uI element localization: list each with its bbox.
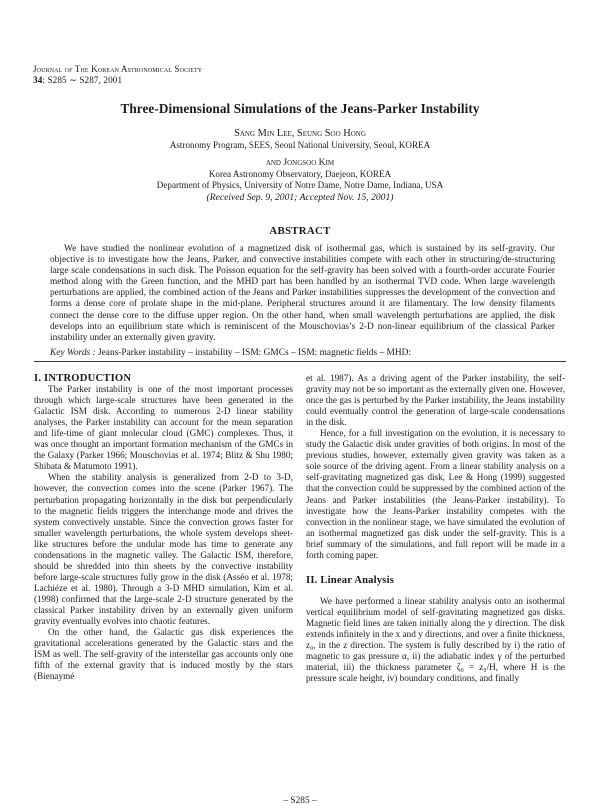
journal-volume: 34 — [33, 75, 43, 85]
keywords-text: Jeans-Parker instability – instability – ISM: GMCs – ISM: magnetic fields – MHD: — [98, 348, 412, 358]
author-names-1: Sang Min Lee, Seung Soo Hong — [234, 128, 366, 139]
left-column — [34, 373, 293, 682]
abstract-text: We have studied the nonlinear evolution of a magnetized disk of isothermal gas, which is sustained by its self-gravity. Our objective is to investigate how the Jeans, Parker, and convective instabilities compete with each other in structuring/de-structuring large scale condensations in such disk. The Poisson equation for the self-gravity has been solved with a fourth-order accurate Fourier method along with the Green function, and the MHD part has been handled by an isothermal TVD code. When large wavelength perturbations are applied, the combined action of the Jeans and Parker instabilities suppresses the development of the convection and forms a dense core of prolate shape in the mid-plane. Peripheral structures around it are filamentary. The low density filaments connect the dense core to the diffuse upper region. On the other hand, when small wavelength perturbations are applied, the disk develops into an equilibrium state which is reminiscent of the Mouschovias’s 2-D non-linear equilibrium of the classical Parker instability under an externally given gravity. — [50, 244, 555, 343]
abstract-heading: ABSTRACT — [269, 225, 331, 237]
keywords-label: Key Words : — [50, 348, 96, 358]
keywords-line — [50, 348, 555, 359]
intro-paragraph-1: The Parker instability is one of the most important processes through which large-scale structures have been generated in the Galactic ISM disk. According to numerous 2-D linear stability analyses, the Parker instability can account for the mean separation and life-time of giant molecular cloud (GMC) complexes. Thus, it was once thought an important formation mechanism of the GMCs in the Galaxy (Parker 1966; Mouschovias et al. 1974; Blitz & Shu 1980; Shibata & Matumoto 1991). — [34, 384, 293, 472]
received-date: (Received Sep. 9, 2001; Accepted Nov. 15, 2001) — [206, 191, 394, 203]
journal-volume-line — [33, 75, 202, 86]
intro-paragraph-3-cont: et al. 1987). As a driving agent of the Parker instability, the self-gravity may not be so important as the externally given one. However, once the gas is perturbed by the Parker instability, the Jeans instability could eventually control the generation of large-scale condensations in the disk. — [306, 373, 565, 428]
author-block — [0, 128, 600, 203]
linear-analysis-paragraph-1: We have performed a linear stability analysis onto an isothermal vertical equilibrium model of self-gravitating magnetized gas disks. Magnetic field lines are taken initially along the y direction. The disk extends infinitely in the x and y directions, and over a finite thickness, z₀, in the z direction. The system is fully described by i) the ratio of magnetic to gas pressure α, ii) the adiabatic index γ of the perturbed material, iii) the thickness parameter ζ₀ = z₀/H, where H is the pressure scale height, iv) boundary conditions, and finally — [306, 595, 565, 684]
page-number: – S285 – — [283, 796, 317, 806]
intro-paragraph-4: Hence, for a full investigation on the evolution, it is necessary to study the Galactic disk under gravities of both origins. In most of the previous studies, however, externally given gravity was taken as a sole source of the driving agent. From a linear stability analysis on a self-gravitating magnetized gas disk, Lee & Hong (1999) suggested that the convection could be suppressed by the combined action of the Jeans and Parker instabilities (the Jeans-Parker instability). To investigate how the Jeans-Parker instability competes with the convection in the nonlinear stage, we have simulated the evolution of an isothermal magnetized gas disk under the self-gravity. This is a brief summary of the simulations, and full report will be made in a forth coming paper. — [306, 428, 565, 560]
journal-name: Journal of The Korean Astronomical Society — [33, 64, 203, 74]
paper-title: Three-Dimensional Simulations of the Jeans-Parker Instability — [120, 101, 480, 116]
intro-paragraph-2: When the stability analysis is generalized from 2-D to 3-D, however, the convection comes into the scene (Parker 1967). The perturbation propagating horizontally in the disk but perpendicularly to the magnetic fields triggers the interchange mode and drives the system convectively unstable. Since the convection grows faster for smaller wavelength perturbations, the whole system develops sheet-like structures before the undular mode has time to generate any condensations in the magnetic valley. The Galactic ISM, therefore, should be shredded into thin sheets by the convective instability before large-scale structures fully grow in the disk (Asséo et al. 1978; Lachiéze et al. 1980). Through a 3-D MHD simulation, Kim et al. (1998) confirmed that the large-scale 2-D structure generated by the classical Parker instability driven by an externally given uniform gravity eventually evolves into chaotic features. — [34, 472, 293, 627]
section-divider — [34, 361, 566, 362]
right-column — [306, 373, 565, 684]
affiliation-2b: Department of Physics, University of Notre Dame, Notre Dame, Indiana, USA — [156, 180, 444, 190]
journal-header — [33, 64, 202, 86]
affiliation-2a: Korea Astronomy Observatory, Daejeon, KOREA — [208, 168, 392, 179]
author-names-2: and Jongsoo Kim — [265, 157, 335, 168]
journal-pages: : S285 ∼ S287, 2001 — [42, 75, 123, 85]
affiliation-1: Astronomy Program, SEES, Seoul National University, Seoul, KOREA — [169, 139, 431, 150]
intro-paragraph-3: On the other hand, the Galactic gas disk experiences the gravitational accelerations generated by the Galactic stars and the ISM as well. The self-gravity of the interstellar gas accounts only one fifth of the external gravity that is induced mostly by the stars (Bienaymé — [34, 627, 293, 682]
section-heading-introduction: I. INTRODUCTION — [34, 373, 132, 384]
section-heading-linear-analysis: II. Linear Analysis — [306, 574, 395, 586]
